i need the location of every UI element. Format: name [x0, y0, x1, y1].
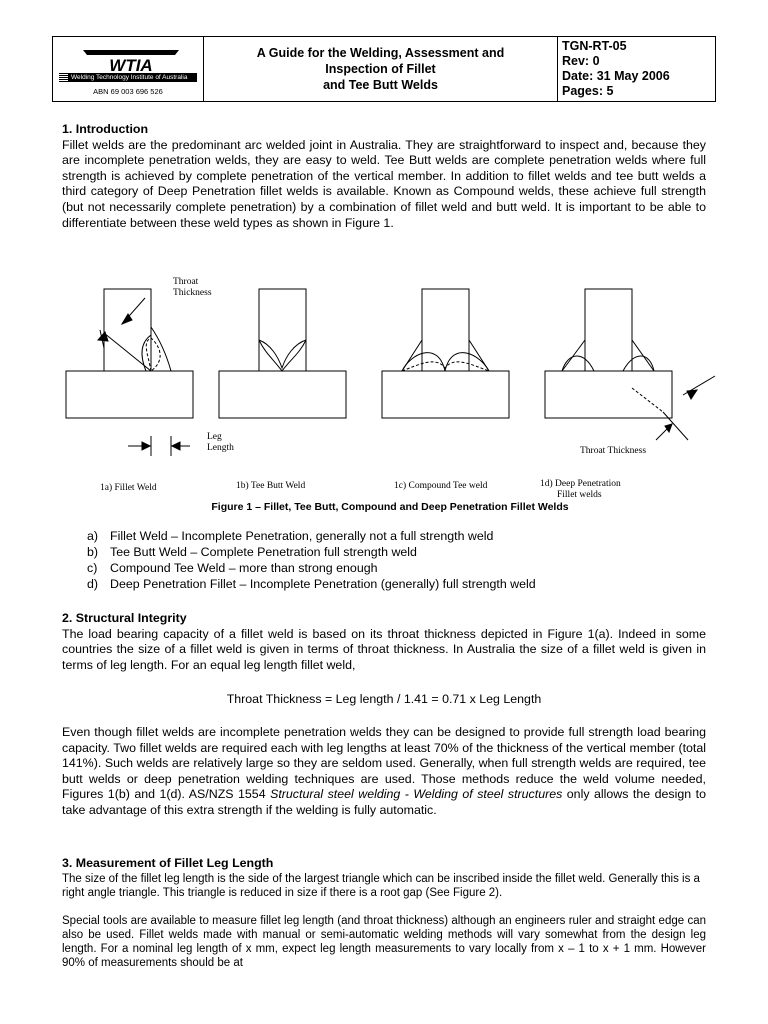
fillet-weld-diagram: [66, 289, 193, 456]
section-body: Fillet welds are the predominant arc welded joint in Australia. They are straightforward to inspect and, because they are incomplete penetration welds, they are easy to weld. Tee Butt welds are complete penetration welds where full strength is achieved by complete penetration of the vertical member. In addition to fillet welds and tee butt welds a third category of Deep Penetration fillet welds is available. Known as Compound welds, these achieve full strength (but not necessarily complete penetration) by a combination of fillet weld and butt weld. It is important to be able to differentiate between these weld types as shown in Figure 1.: [62, 137, 706, 230]
section-paragraph-2: Even though fillet welds are incomplete penetration welds they can be designed to provide full strength load bearing capacity. Two fillet welds are required each with leg lengths at least 70% of the thickness of the vertical member (total 141%). Such welds are relatively large so they are seldom used. Generally, when full strength welds are required, tee butt welds or deep penetration welding techniques are used. Those methods reduce the weld volume needed, Figures 1(b) and 1(d). AS/NZS 1554 Structural steel welding - Welding of steel structures only allows the design to take advantage of this extra strength if the welding is fully automatic.: [62, 725, 706, 817]
figure-caption: Figure 1 – Fillet, Tee Butt, Compound and Deep Penetration Fillet Welds: [211, 501, 569, 513]
logo-subtitle: Welding Technology Institute of Australia: [59, 73, 197, 82]
logo-stripes-icon: [59, 74, 68, 81]
throat-thickness-label-1d: Throat Thickness: [580, 446, 647, 456]
section-heading: 3. Measurement of Fillet Leg Length: [62, 856, 274, 870]
logo-cell: [53, 37, 204, 101]
list-item: a) Fillet Weld – Incomplete Penetration, generally not a full strength weld: [87, 529, 494, 543]
document-meta: [558, 37, 715, 101]
section-paragraph-2: Special tools are available to measure fillet leg length (and throat thickness) although an engineers ruler and straight edge can also be used. Fillet welds made with manual or semi-automatic welding methods will vary somewhat from the design leg length. For a nominal leg length of x mm, expect leg length measurements to vary locally from x – 1 to x + 1 mm. However 90% of measurements should be at: [62, 914, 706, 969]
throat-thickness-label: Throat Thickness: [173, 277, 212, 298]
abn-number: ABN 69 003 696 526: [93, 87, 163, 96]
figure-1: [60, 278, 720, 518]
compound-tee-weld-diagram: [382, 289, 509, 418]
weld-type-list: [87, 528, 536, 592]
subfigure-label-c: 1c) Compound Tee weld: [394, 481, 488, 491]
section-heading: 1. Introduction: [62, 122, 149, 136]
wtia-logo: [83, 50, 179, 72]
section-leg-length-measurement: [62, 856, 706, 970]
document-header: [52, 36, 716, 102]
revision: Rev: 0: [562, 54, 600, 68]
section-paragraph-1: The size of the fillet leg length is the side of the largest triangle which can be inscribed inside the fillet weld. Generally this is a right angle triangle. This triangle is reduced in size if there is a root gap (See Figure 2).: [62, 872, 700, 899]
section-structural-integrity: [62, 611, 706, 673]
section-paragraph-1: The load bearing capacity of a fillet weld is based on its throat thickness depicted in Figure 1(a). Indeed in some countries the size of a fillet weld is given in terms of throat thickness. In Australia the size of a fillet weld is given in terms of leg length. For an equal leg length fillet weld,: [62, 626, 706, 672]
title-line-3: and Tee Butt Welds: [323, 78, 438, 92]
list-item: b) Tee Butt Weld – Complete Penetration full strength weld: [87, 545, 417, 559]
title-line-2: Inspection of Fillet: [325, 62, 436, 76]
throat-thickness-formula: Throat Thickness = Leg length / 1.41 = 0.71 x Leg Length: [226, 692, 542, 706]
subfigure-label-b: 1b) Tee Butt Weld: [236, 481, 306, 491]
list-item: c) Compound Tee Weld – more than strong enough: [87, 561, 378, 575]
tee-butt-weld-diagram: [219, 289, 346, 418]
section-structural-integrity-cont: [62, 725, 706, 819]
document-title: [204, 37, 558, 101]
weld-diagrams: [60, 278, 720, 518]
doc-id: TGN-RT-05: [562, 39, 627, 53]
date: Date: 31 May 2006: [562, 69, 670, 83]
title-line-1: A Guide for the Welding, Assessment and: [256, 46, 505, 60]
leg-length-label: Leg Length: [207, 432, 234, 453]
subfigure-label-a: 1a) Fillet Weld: [100, 483, 157, 493]
subfigure-label-d: 1d) Deep Penetration Fillet welds: [540, 479, 621, 500]
deep-penetration-fillet-diagram: [545, 289, 715, 440]
page-count: Pages: 5: [562, 84, 614, 98]
list-item: d) Deep Penetration Fillet – Incomplete Penetration (generally) full strength weld: [87, 577, 536, 591]
section-introduction: [62, 122, 706, 231]
logo-wordmark: WTIA: [109, 56, 153, 72]
section-heading: 2. Structural Integrity: [62, 611, 187, 625]
